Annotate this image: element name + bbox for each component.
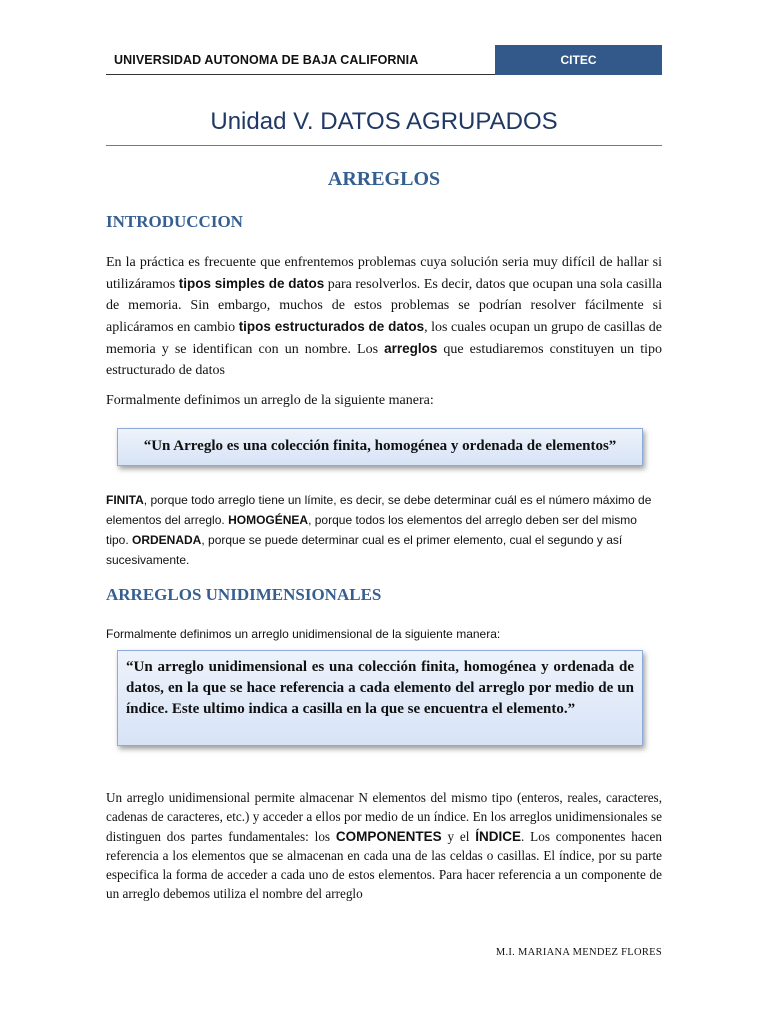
header-left-cell bbox=[106, 45, 495, 75]
unidim-p2-c: . Los componentes hacen referencia a los elementos que se almacenan en cada una de las celdas o casillas. El índice, por su parte especifica la forma de acceder a cada uno de estos elementos. Para hacer referencia a un componente de un arreglo debemos utiliza el nombre del arreglo bbox=[106, 828, 662, 902]
unidim-definition-box bbox=[117, 650, 643, 746]
ordenada-label: ORDENADA bbox=[132, 533, 202, 547]
intro-paragraph bbox=[106, 252, 662, 381]
university-name: UNIVERSIDAD AUTONOMA DE BAJA CALIFORNIA bbox=[114, 53, 419, 67]
intro-formal-text: Formalmente definimos un arreglo de la siguiente manera: bbox=[106, 393, 434, 408]
unidim-p2-b: y el bbox=[441, 828, 476, 844]
definition-text: “Un Arreglo es una colección finita, homogénea y ordenada de elementos” bbox=[143, 438, 617, 454]
finita-label: FINITA bbox=[106, 493, 144, 507]
page-header bbox=[106, 45, 662, 75]
unidim-heading: ARREGLOS UNIDIMENSIONALES bbox=[106, 585, 382, 604]
componentes-label: COMPONENTES bbox=[335, 828, 442, 844]
header-tag: CITEC bbox=[495, 45, 662, 75]
ordenada-text: , porque se puede determinar cual es el primer elemento, cual el segundo y así sucesivamente. bbox=[106, 533, 623, 567]
intro-p1-d: , los cuales ocupan un grupo de casillas de memoria y se identifican con un nombre. Los bbox=[106, 320, 662, 357]
homogenea-label: HOMOGÉNEA bbox=[228, 513, 309, 527]
unidim-formal-text: Formalmente definimos un arreglo unidimensional de la siguiente manera: bbox=[106, 627, 501, 641]
definition-box bbox=[117, 428, 643, 466]
footer-author: M.I. MARIANA MENDEZ FLORES bbox=[495, 947, 662, 958]
finita-text: , porque todo arreglo tiene un límite, es decir, se debe determinar cuál es el número máximo de elementos del arreglo. bbox=[106, 493, 652, 527]
title-rule bbox=[106, 145, 662, 146]
properties-paragraph bbox=[106, 490, 662, 570]
document-title: Unidad V. DATOS AGRUPADOS bbox=[210, 108, 558, 135]
intro-p1-bold-2: tipos estructurados de datos bbox=[238, 319, 425, 334]
unidim-p2-a: Un arreglo unidimensional permite almacenar N elementos del mismo tipo (enteros, reales, caracteres, cadenas de caracteres, etc.) y acceder a ellos por medio de un índice. En los arreglos unidimensionales se distinguen dos partes fundamentales: los bbox=[106, 790, 662, 844]
intro-p1-bold-3: arreglos bbox=[384, 341, 438, 356]
intro-p1-bold-1: tipos simples de datos bbox=[178, 276, 325, 291]
unidim-definition-text: “Un arreglo unidimensional es una colección finita, homogénea y ordenada de datos, en la que se hace referencia a cada elemento del arreglo por medio de un índice. Este ultimo indica a casilla en la que se encuentra el elemento.” bbox=[126, 659, 634, 717]
homogenea-text: , porque todos los elementos del arreglo deben ser del mismo tipo. bbox=[106, 513, 637, 547]
intro-heading: INTRODUCCION bbox=[106, 212, 243, 231]
intro-p1-a: En la práctica es frecuente que enfrentemos problemas cuya solución seria muy difícil de hallar si utilizáramos bbox=[106, 255, 662, 292]
unidim-paragraph bbox=[106, 788, 662, 904]
section-title: ARREGLOS bbox=[327, 168, 441, 190]
intro-p1-e: que estudiaremos constituyen un tipo estructurado de datos bbox=[106, 342, 662, 378]
intro-p1-c: para resolverlos. Es decir, datos que ocupan una sola casilla de memoria. Sin embargo, muchos de estos problemas se podrían resolver fácilmente si aplicáramos en cambio bbox=[106, 277, 663, 335]
indice-label: ÍNDICE bbox=[475, 828, 522, 844]
